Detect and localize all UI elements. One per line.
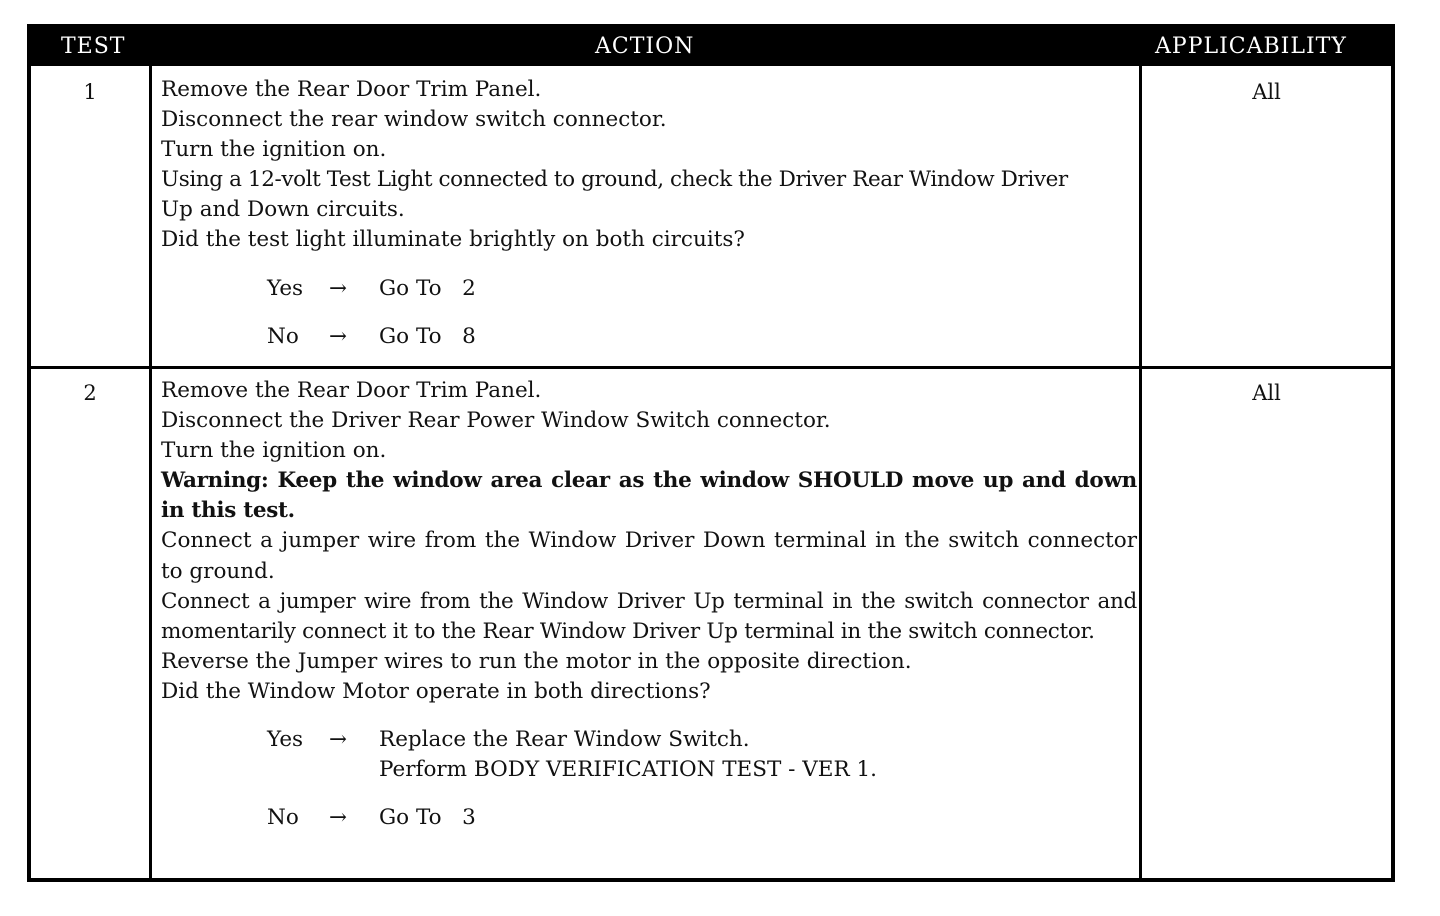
- test-number: 1: [83, 80, 97, 104]
- action-step: Turn the ignition on.: [161, 137, 387, 163]
- warning-text: Warning: Keep the window area clear as the window SHOULD move up and down in this test.: [161, 468, 1137, 524]
- action-step: Turn the ignition on.: [161, 438, 387, 464]
- arrow-icon: →: [329, 805, 348, 831]
- test-action-1: [161, 75, 1137, 352]
- action-question: Did the test light illuminate brightly on both circuits?: [161, 227, 745, 253]
- result-yes: [161, 274, 1137, 304]
- action-step: Remove the Rear Door Trim Panel.: [161, 77, 542, 102]
- result-label: No: [267, 323, 299, 349]
- action-step: Reverse the Jumper wires to run the motor in the opposite direction.: [161, 648, 912, 674]
- table-header: [31, 28, 1391, 66]
- column-divider-test: [149, 66, 152, 882]
- applicability-value: All: [1252, 381, 1281, 405]
- result-yes: [161, 725, 1137, 785]
- action-step: Remove the Rear Door Trim Panel.: [161, 378, 542, 403]
- result-target: Perform BODY VERIFICATION TEST - VER 1.: [379, 757, 878, 783]
- result-label: No: [267, 805, 299, 831]
- header-applicability: APPLICABILITY: [1155, 34, 1347, 59]
- action-step: Disconnect the Driver Rear Power Window Switch connector.: [161, 408, 831, 434]
- result-no: [161, 322, 1137, 352]
- action-question: Did the Window Motor operate in both directions?: [161, 678, 711, 704]
- arrow-icon: →: [329, 275, 348, 301]
- result-no: [161, 803, 1137, 833]
- result-target: Replace the Rear Window Switch.: [379, 727, 750, 753]
- diagnostic-table: [27, 24, 1395, 882]
- result-label: Yes: [267, 727, 304, 753]
- action-step: Using a 12-volt Test Light connected to ground, check the Driver Rear Window Driver: [161, 167, 1068, 193]
- result-target: Go To 2: [379, 275, 476, 301]
- action-step: Connect a jumper wire from the Window Driver Up terminal in the switch connector and momentarily connect it to the Rear Window Driver Up terminal in the switch connector.: [161, 588, 1137, 644]
- action-step: Disconnect the rear window switch connector.: [161, 107, 667, 133]
- applicability-value: All: [1252, 80, 1281, 104]
- test-number: 2: [83, 381, 97, 405]
- row-divider: [31, 366, 1391, 369]
- test-action-2: [161, 376, 1137, 833]
- column-divider-applicability: [1139, 66, 1142, 882]
- header-test: TEST: [61, 34, 126, 59]
- header-action: ACTION: [595, 34, 695, 59]
- arrow-icon: →: [329, 323, 348, 349]
- arrow-icon: →: [329, 727, 348, 753]
- action-step: Connect a jumper wire from the Window Driver Down terminal in the switch connector to ground.: [161, 528, 1137, 584]
- result-target: Go To 8: [379, 323, 476, 349]
- action-step: Up and Down circuits.: [161, 197, 405, 223]
- result-target: Go To 3: [379, 805, 476, 831]
- result-label: Yes: [267, 275, 304, 301]
